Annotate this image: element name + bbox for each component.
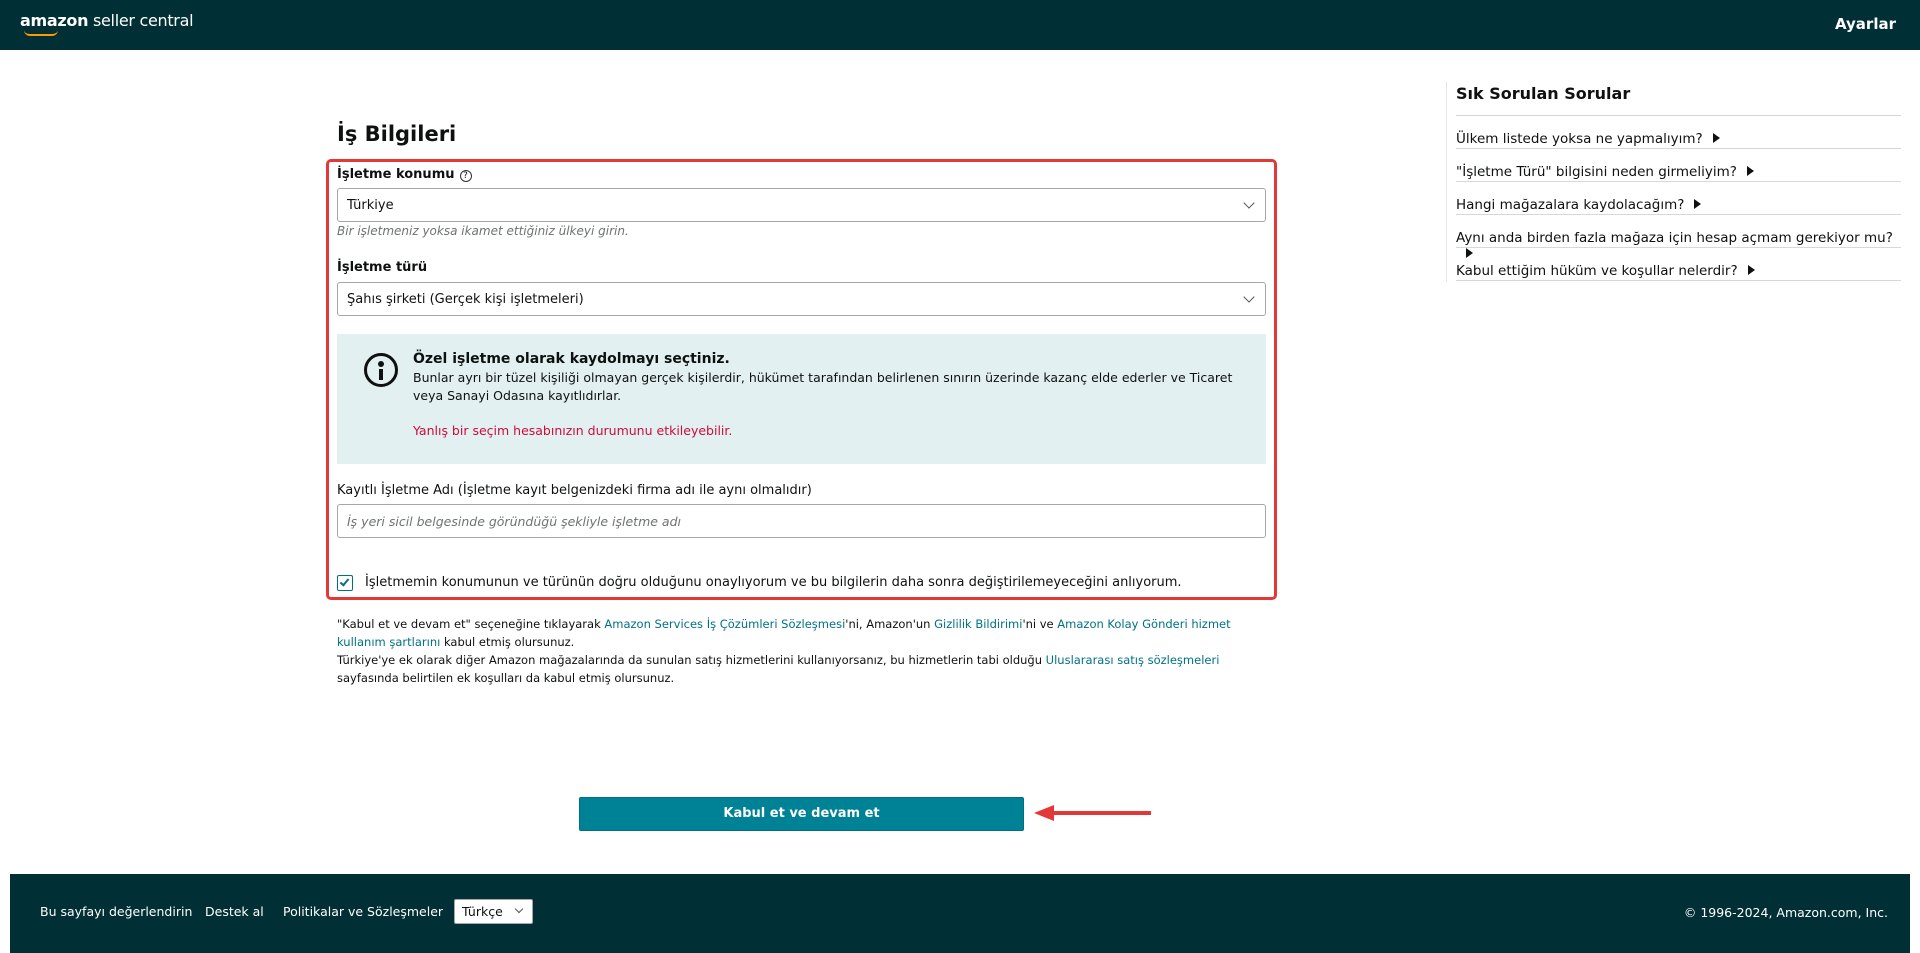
faq-title: Sık Sorulan Sorular bbox=[1456, 84, 1631, 103]
faq-divider-line bbox=[1456, 115, 1901, 116]
info-alert-title: Özel işletme olarak kaydolmayı seçtiniz. bbox=[413, 351, 730, 367]
legal-paragraph-2 bbox=[337, 651, 1237, 687]
amazon-smile-icon bbox=[24, 30, 58, 36]
international-selling-agreements-link[interactable]: Uluslararası satış sözleşmeleri bbox=[1045, 653, 1220, 667]
chevron-down-icon bbox=[515, 905, 523, 913]
business-type-value: Şahıs şirketi (Gerçek kişi işletmeleri) bbox=[347, 292, 584, 307]
registered-business-name-label: Kayıtlı İşletme Adı (İşletme kayıt belgenizdeki firma adı ile aynı olmalıdır) bbox=[337, 483, 812, 498]
settings-link[interactable]: Ayarlar bbox=[1834, 15, 1896, 33]
business-location-label bbox=[337, 167, 472, 182]
faq-divider-line bbox=[1456, 280, 1901, 281]
faq-item[interactable] bbox=[1456, 131, 1720, 147]
triangle-right-icon bbox=[1694, 199, 1701, 209]
legal-text: "Kabul et ve devam et" seçeneğine tıklayarak bbox=[337, 617, 605, 631]
copyright-text: © 1996-2024, Amazon.com, Inc. bbox=[1683, 905, 1888, 920]
checkmark-icon bbox=[340, 576, 350, 586]
faq-divider-line bbox=[1456, 181, 1901, 182]
triangle-right-icon bbox=[1748, 265, 1755, 275]
language-value: Türkçe bbox=[462, 904, 503, 919]
faq-item-text: Aynı anda birden fazla mağaza için hesap açmam gerekiyor mu? bbox=[1456, 230, 1893, 246]
help-icon[interactable]: ? bbox=[460, 170, 472, 182]
registered-business-name-input[interactable]: İş yeri sicil belgesinde göründüğü şekliyle işletme adı bbox=[337, 504, 1266, 538]
triangle-right-icon bbox=[1747, 166, 1754, 176]
business-type-select[interactable] bbox=[337, 282, 1266, 316]
accept-and-continue-button[interactable]: Kabul et ve devam et bbox=[579, 797, 1024, 831]
legal-text: Türkiye'ye ek olarak diğer Amazon mağazalarında da sunulan satış hizmetlerini kullanıyorsanız, bu hizmetlerin tabi olduğu bbox=[337, 653, 1046, 667]
confirmation-checkbox[interactable] bbox=[337, 575, 353, 591]
easy-ship-terms-link[interactable]: Amazon Kolay Gönderi hizmet kullanım şartlarını bbox=[337, 617, 1231, 649]
legal-paragraph-1 bbox=[337, 615, 1237, 651]
faq-item-text: Hangi mağazalara kaydolacağım? bbox=[1456, 197, 1685, 213]
legal-text: 'ni, Amazon'un bbox=[845, 617, 935, 631]
amazon-seller-central-logo[interactable] bbox=[20, 11, 193, 30]
business-type-label: İşletme türü bbox=[337, 260, 428, 275]
faq-divider-line bbox=[1456, 214, 1901, 215]
faq-divider-line bbox=[1456, 247, 1901, 248]
faq-item[interactable] bbox=[1456, 230, 1901, 262]
legal-notice bbox=[337, 615, 1237, 687]
faq-item-text: Ülkem listede yoksa ne yapmalıyım? bbox=[1456, 131, 1703, 147]
confirmation-checkbox-label[interactable]: İşletmemin konumunun ve türünün doğru olduğunu onaylıyorum ve bu bilgilerin daha sonra değiştirilemeyeceğini anlıyorum. bbox=[365, 575, 1182, 590]
legal-text: 'ni ve bbox=[1022, 617, 1058, 631]
faq-divider bbox=[1446, 82, 1447, 282]
faq-item[interactable] bbox=[1456, 197, 1701, 213]
language-select[interactable] bbox=[454, 899, 533, 924]
info-icon bbox=[364, 353, 398, 387]
rate-this-page-link[interactable]: Bu sayfayı değerlendirin bbox=[40, 904, 193, 919]
privacy-notice-link[interactable]: Gizlilik Bildirimi bbox=[934, 617, 1023, 631]
info-alert-box bbox=[337, 334, 1266, 464]
business-location-label-text: İşletme konumu bbox=[337, 167, 455, 182]
get-support-link[interactable]: Destek al bbox=[205, 904, 264, 919]
faq-item-text: Kabul ettiğim hüküm ve koşullar nelerdir? bbox=[1456, 263, 1738, 279]
triangle-right-icon bbox=[1466, 248, 1473, 258]
triangle-right-icon bbox=[1713, 133, 1720, 143]
faq-item-text: "İşletme Türü" bilgisini neden girmeliyim? bbox=[1456, 164, 1737, 180]
faq-divider-line bbox=[1456, 148, 1901, 149]
faq-item[interactable] bbox=[1456, 263, 1755, 279]
business-location-value: Türkiye bbox=[347, 198, 394, 213]
top-navigation-bar bbox=[0, 0, 1920, 50]
annotation-arrow-shaft bbox=[1050, 811, 1151, 815]
logo-word: amazon bbox=[20, 11, 89, 30]
chevron-down-icon bbox=[1243, 291, 1254, 302]
logo-rest: seller central bbox=[92, 11, 194, 30]
info-alert-warning: Yanlış bir seçim hesabınızın durumunu etkileyebilir. bbox=[413, 423, 733, 438]
business-location-hint: Bir işletmeniz yoksa ikamet ettiğiniz ülkeyi girin. bbox=[337, 224, 629, 238]
faq-item[interactable] bbox=[1456, 164, 1754, 180]
business-location-select[interactable] bbox=[337, 188, 1266, 222]
policies-and-agreements-link[interactable]: Politikalar ve Sözleşmeler bbox=[283, 904, 444, 919]
business-solutions-agreement-link[interactable]: Amazon Services İş Çözümleri Sözleşmesi bbox=[604, 617, 846, 631]
page-footer bbox=[10, 874, 1910, 953]
chevron-down-icon bbox=[1243, 197, 1254, 208]
page-title: İş Bilgileri bbox=[337, 122, 457, 146]
legal-text: sayfasında belirtilen ek koşulları da kabul etmiş olursunuz. bbox=[337, 671, 675, 685]
legal-text: kabul etmiş olursunuz. bbox=[440, 635, 575, 649]
info-alert-body: Bunlar ayrı bir tüzel kişiliği olmayan gerçek kişilerdir, hükümet tarafından belirlenen sınırın üzerinde kazanç elde ederler ve Ticaret veya Sanayi Odasına kayıtlıdırlar. bbox=[413, 370, 1233, 403]
